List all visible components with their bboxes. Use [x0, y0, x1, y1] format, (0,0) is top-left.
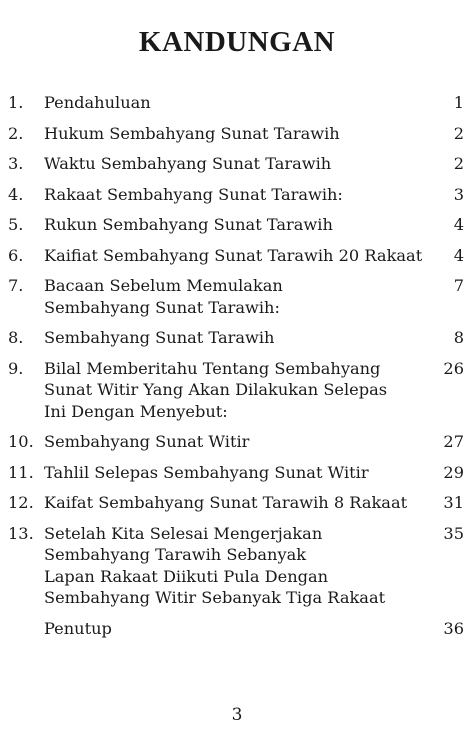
entry-title: Tahlil Selepas Sembahyang Sunat Witir [44, 462, 369, 482]
entry-page: 29 [443, 462, 464, 482]
entry-title: Hukum Sembahyang Sunat Tarawih [44, 123, 340, 143]
entry-title: Penutup [44, 618, 112, 638]
toc-entry[interactable] [8, 358, 464, 423]
entry-title: Pendahuluan [44, 93, 151, 112]
entry-number: 1. [8, 93, 24, 112]
entry-number: 9. [8, 358, 24, 378]
toc-entry[interactable] [8, 214, 464, 236]
entry-page: 1 [453, 93, 464, 112]
entry-number: 12. [8, 493, 34, 512]
toc-entry[interactable] [8, 462, 464, 484]
toc-entry[interactable] [8, 153, 464, 175]
entry-page: 2 [453, 123, 464, 143]
toc-entry[interactable] [8, 184, 464, 206]
entry-title: Bacaan Sebelum Memulakan Sembahyang Sunat Tarawih: [44, 276, 283, 317]
toc-entry[interactable] [8, 431, 464, 453]
entry-title: Kaifat Sembahyang Sunat Tarawih 8 Rakaat [44, 493, 408, 512]
entry-number: 6. [8, 245, 24, 265]
entry-number: 8. [8, 328, 24, 347]
entry-title: Waktu Sembahyang Sunat Tarawih [44, 154, 332, 173]
entry-number: 13. [8, 523, 34, 543]
entry-number: 3. [8, 154, 24, 173]
entry-page: 4 [453, 245, 464, 265]
entry-title: Setelah Kita Selesai Mengerjakan Sembahyang Tarawih Sebanyak Lapan Rakaat Diikuti Pula Dengan Sembahyang Witir Sebanyak Tiga Rakaat [44, 523, 386, 607]
entry-title: Sembahyang Sunat Tarawih [44, 328, 275, 347]
entry-number: 7. [8, 276, 24, 295]
entry-page: 8 [453, 328, 464, 347]
toc-entry[interactable] [8, 123, 464, 145]
toc-entry[interactable] [8, 92, 464, 114]
entry-number: 2. [8, 123, 24, 143]
toc-entry[interactable] [8, 618, 464, 640]
entry-number: 10. [8, 432, 34, 451]
toc-entry[interactable] [8, 523, 464, 609]
page-number: 3 [231, 705, 243, 725]
entry-page: 26 [443, 358, 464, 378]
entry-page: 7 [453, 276, 464, 295]
entry-title: Bilal Memberitahu Tentang Sembahyang Sunat Witir Yang Akan Dilakukan Selepas Ini Dengan Menyebut: [44, 358, 388, 421]
page-title: KANDUNGAN [138, 26, 336, 59]
entry-page: 36 [443, 618, 464, 638]
entry-number: 5. [8, 215, 24, 234]
entry-page: 31 [443, 493, 464, 512]
entry-title: Rakaat Sembahyang Sunat Tarawih: [44, 184, 343, 204]
entry-page: 35 [443, 523, 464, 543]
toc-entry[interactable] [8, 327, 464, 349]
entry-number: 4. [8, 184, 24, 204]
entry-page: 27 [443, 432, 464, 451]
toc-entry[interactable] [8, 245, 464, 267]
entry-title: Kaifiat Sembahyang Sunat Tarawih 20 Rakaat [44, 245, 423, 265]
entry-title: Sembahyang Sunat Witir [44, 432, 250, 451]
toc-entry[interactable] [8, 492, 464, 514]
entry-number: 11. [8, 462, 34, 482]
entry-page: 3 [453, 184, 464, 204]
toc-entry[interactable] [8, 275, 464, 318]
table-of-contents [8, 92, 464, 648]
entry-page: 2 [453, 154, 464, 173]
entry-page: 4 [453, 215, 464, 234]
entry-title: Rukun Sembahyang Sunat Tarawih [44, 215, 333, 234]
